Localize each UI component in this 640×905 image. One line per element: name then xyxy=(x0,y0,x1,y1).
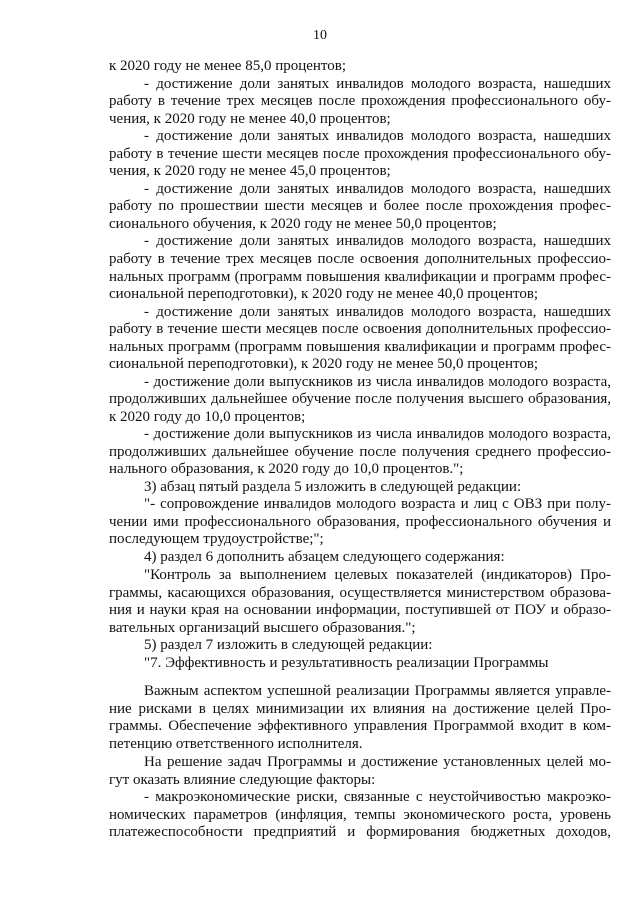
text-line: - достижение доли выпускников из числа инвалидов молодого возраста, xyxy=(144,374,611,390)
text-line: продолживших дальнейшее обучение после получения высшего образования, xyxy=(109,391,611,407)
text-line: граммы. Обеспечение эффективного управления Программой входит в ком- xyxy=(109,718,611,734)
text-line: сиональной переподготовки), к 2020 году не менее 40,0 процентов; xyxy=(109,286,539,302)
text-line: последующем трудоустройстве;"; xyxy=(109,531,324,547)
text-line: работу в течение шести месяцев после прохождения профессионального обу- xyxy=(109,146,611,162)
text-line: "7. Эффективность и результативность реализации Программы xyxy=(144,655,549,671)
text-line: - достижение доли занятых инвалидов молодого возраста, нашедших xyxy=(144,76,611,92)
text-line: сионального обучения, к 2020 году не менее 50,0 процентов; xyxy=(109,216,497,232)
text-line: "- сопровождение инвалидов молодого возраста и лиц с ОВЗ при полу- xyxy=(144,496,611,512)
text-line: платежеспособности предприятий и формирования бюджетных доходов, xyxy=(109,824,611,840)
text-line: вательных организаций высшего образования."; xyxy=(109,620,416,636)
text-line: сиональной переподготовки), к 2020 году не менее 50,0 процентов; xyxy=(109,356,539,372)
text-line: ния и науки края на основании информации, поступившей от ПОУ и образо- xyxy=(109,602,611,618)
text-line: чения, к 2020 году не менее 45,0 процентов; xyxy=(109,163,391,179)
text-line: граммы, касающихся образования, осуществляется министерством образова- xyxy=(109,585,611,601)
text-line: нального образования, к 2020 году до 10,0 процентов."; xyxy=(109,461,464,477)
text-line: нальных программ (программ повышения квалификации и программ профес- xyxy=(109,269,611,285)
text-line: гут оказать влияние следующие факторы: xyxy=(109,772,376,788)
text-line: На решение задач Программы и достижение установленных целей мо- xyxy=(144,754,611,770)
page-number: 10 xyxy=(313,28,327,43)
text-line: к 2020 году до 10,0 процентов; xyxy=(109,409,306,425)
text-line: - макроэкономические риски, связанные с неустойчивостью макроэко- xyxy=(144,789,611,805)
text-line: работу в течение трех месяцев после освоения дополнительных профессио- xyxy=(109,251,611,267)
text-line: 4) раздел 6 дополнить абзацем следующего содержания: xyxy=(144,549,505,565)
text-line: продолживших дальнейшее обучение после получения среднего профессио- xyxy=(109,444,611,460)
text-line: к 2020 году не менее 85,0 процентов; xyxy=(109,58,347,74)
text-line: - достижение доли занятых инвалидов молодого возраста, нашедших xyxy=(144,181,611,197)
text-line: петенцию ответственного исполнителя. xyxy=(109,736,363,752)
text-line: "Контроль за выполнением целевых показателей (индикаторов) Про- xyxy=(144,567,611,583)
text-line: чения, к 2020 году не менее 40,0 процентов; xyxy=(109,111,391,127)
text-line: 3) абзац пятый раздела 5 изложить в следующей редакции: xyxy=(144,479,522,495)
text-line: ние рисками в целях минимизации их влияния на достижение целей Про- xyxy=(109,701,611,717)
text-line: - достижение доли занятых инвалидов молодого возраста, нашедших xyxy=(144,233,611,249)
text-line: - достижение доли занятых инвалидов молодого возраста, нашедших xyxy=(144,304,611,320)
text-line: - достижение доли занятых инвалидов молодого возраста, нашедших xyxy=(144,128,611,144)
text-line: - достижение доли выпускников из числа инвалидов молодого возраста, xyxy=(144,426,611,442)
text-line: нальных программ (программ повышения квалификации и программ профес- xyxy=(109,339,611,355)
text-line: номических параметров (инфляция, темпы экономического роста, уровень xyxy=(109,807,611,823)
text-line: Важным аспектом успешной реализации Программы является управле- xyxy=(144,683,611,699)
text-line: чении ими профессионального образования, профессионального обучения и xyxy=(109,514,611,530)
text-line: 5) раздел 7 изложить в следующей редакции: xyxy=(144,637,433,653)
text-line: работу по прошествии шести месяцев и более после прохождения профес- xyxy=(109,198,611,214)
text-line: работу в течение шести месяцев после освоения дополнительных профессио- xyxy=(109,321,611,337)
text-line: работу в течение трех месяцев после прохождения профессионального обу- xyxy=(109,93,611,109)
